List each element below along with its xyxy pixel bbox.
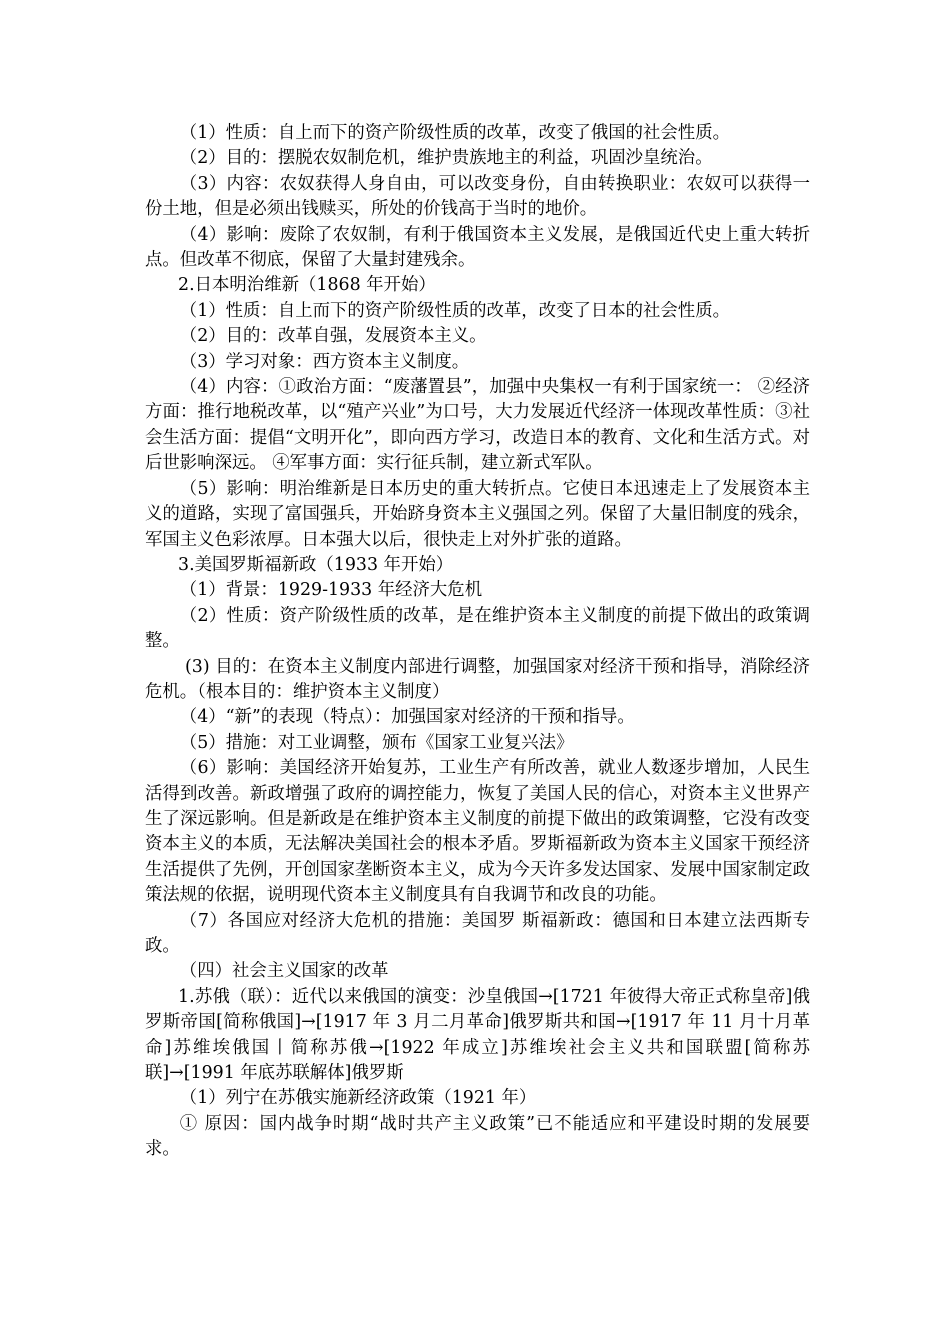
paragraph-russia-purpose: （2）目的：摆脱农奴制危机，维护贵族地主的利益，巩固沙皇统治。	[179, 148, 713, 169]
paragraph-soviet-evolution: 1.苏俄（联）：近代以来俄国的演变：沙皇俄国→[1721 年彼得大帝正式称皇帝]俄罗斯帝国[简称俄国]→[1917 年 3 月二月革命]俄罗斯共和国→[1917 年 11 月十月革命]苏维埃俄国丨简称苏俄→[1922 年成立]苏维埃社会主义共和国联盟[简称苏联]→[1991 年底苏联解体]俄罗斯	[145, 986, 810, 1084]
paragraph-new-deal-background: （1）背景：1929-1933 年经济大危机	[179, 580, 483, 601]
paragraph-russia-nature: （1）性质：自上而下的资产阶级性质的改革，改变了俄国的社会性质。	[179, 123, 730, 143]
heading-meiji-restoration: 2.日本明治维新（1868 年开始）	[178, 275, 436, 296]
paragraph-new-deal-measures: （5）措施：对工业调整，颁布《国家工业复兴法》	[179, 732, 574, 753]
paragraph-meiji-purpose: （2）目的：改革自强，发展资本主义。	[179, 326, 487, 347]
heading-new-deal: 3.美国罗斯福新政（1933 年开始）	[178, 554, 454, 575]
paragraph-meiji-content: （4）内容：①政治方面：“废藩置县”，加强中央集权一有利于国家统一： ②经济方面：推行地税改革，以“殖产兴业”为口号，大力发展近代经济一体现改革性质：③社会生活方面：提倡“文明开化”，即向西方学习，改造日本的教育、文化和生活方式。对后世影响深远。 ④军事方面：实行征兵制，建立新式军队。	[145, 377, 810, 474]
paragraph-new-deal-nature: （2）性质：资产阶级性质的改革，是在维护资本主义制度的前提下做出的政策调整。	[145, 605, 810, 652]
paragraph-crisis-responses: （7）各国应对经济大危机的措施：美国罗 斯福新政：德国和日本建立法西斯专政。	[145, 910, 810, 956]
heading-socialist-reforms: （四）社会主义国家的改革	[179, 961, 389, 982]
heading-new-economic-policy: （1）列宁在苏俄实施新经济政策（1921 年）	[179, 1088, 537, 1109]
paragraph-russia-impact: （4）影响：废除了农奴制，有利于俄国资本主义发展，是俄国近代史上重大转折点。但改革不彻底，保留了大量封建残余。	[145, 224, 810, 271]
paragraph-meiji-impact: （5）影响：明治维新是日本历史的重大转折点。它使日本迅速走上了发展资本主义的道路，实现了富国强兵，开始跻身资本主义强国之列。保留了大量旧制度的残余，军国主义色彩浓厚。日本强大以后，很快走上对外扩张的道路。	[145, 478, 810, 550]
paragraph-new-deal-features: （4）“新”的表现（特点）：加强国家对经济的干预和指导。	[179, 707, 635, 728]
paragraph-meiji-nature: （1）性质：自上而下的资产阶级性质的改革，改变了日本的社会性质。	[179, 300, 730, 321]
document-body	[145, 121, 810, 1163]
paragraph-nep-cause: ① 原因：国内战争时期“战时共产主义政策”已不能适应和平建设时期的发展要求。	[145, 1113, 810, 1160]
paragraph-new-deal-impact: （6）影响：美国经济开始复苏，工业生产有所改善，就业人数逐步增加，人民生活得到改善。新政增强了政府的调控能力，恢复了美国人民的信心，对资本主义世界产生了深远影响。但是新政是在维护资本主义制度的前提下做出的政策调整，它没有改变资本主义的本质，无法解决美国社会的根本矛盾。罗斯福新政为资本主义国家干预经济生活提供了先例，开创国家垄断资本主义，成为今天许多发达国家、发展中国家制定政策法规的依据，说明现代资本主义制度具有自我调节和改良的功能。	[145, 758, 810, 906]
paragraph-russia-content: （3）内容：农奴获得人身自由，可以改变身份，自由转换职业：农奴可以获得一 份土地，但是必须出钱赎买，所处的价钱高于当时的地价。	[145, 173, 810, 220]
paragraph-meiji-learning: （3）学习对象：西方资本主义制度。	[179, 351, 470, 372]
paragraph-new-deal-purpose: (3) 目的：在资本主义制度内部进行调整，加强国家对经济干预和指导，消除经济危机。（根本目的：维护资本主义制度）	[145, 656, 810, 702]
